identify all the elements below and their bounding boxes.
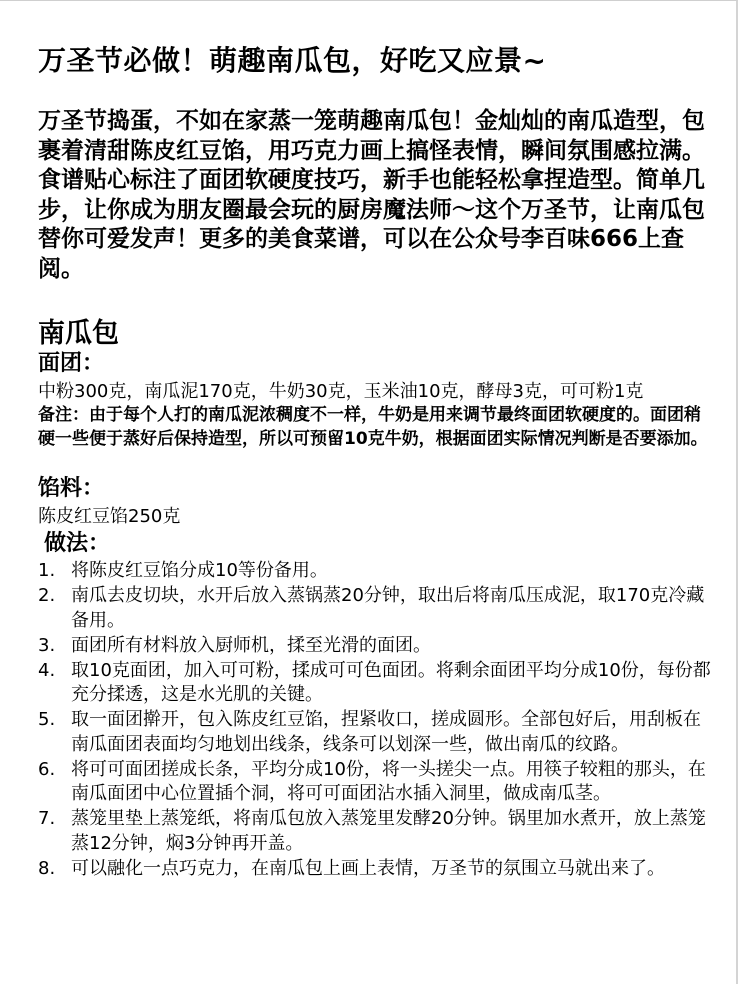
step-item bbox=[38, 857, 718, 882]
step-item bbox=[38, 584, 718, 633]
step-number: 1. bbox=[38, 560, 56, 581]
step-number: 4. bbox=[38, 659, 56, 681]
step-text: 面团所有材料放入厨师机，揉至光滑的面团。 bbox=[71, 634, 431, 656]
dough-ingredients: 中粉300克，南瓜泥170克，牛奶30克，玉米油10克，酵母3克，可可粉1克 bbox=[38, 381, 644, 402]
step-text: 取一面团擀开，包入陈皮红豆馅，捏紧收口，搓成圆形。全部包好后，用刮板在南瓜面团表面均匀地划出线条，线条可以划深一些，做出南瓜的纹路。 bbox=[71, 709, 701, 755]
step-number: 6. bbox=[38, 758, 56, 780]
method-heading: 做法： bbox=[44, 531, 111, 556]
filling-ingredients: 陈皮红豆馅250克 bbox=[38, 506, 181, 527]
step-number: 5. bbox=[38, 709, 56, 730]
dough-note: 备注：由于每个人打的南瓜泥浓稠度不一样，牛奶是用来调节最终面团软硬度的。面团稍硬一些便于蒸好后保持造型，所以可预留10克牛奶，根据面团实际情况判断是否要添加。 bbox=[38, 405, 708, 449]
dough-heading: 面团： bbox=[38, 351, 105, 376]
step-text: 可以融化一点巧克力，在南瓜包上画上表情，万圣节的氛围立马就出来了。 bbox=[71, 857, 665, 879]
method-steps bbox=[38, 559, 718, 882]
step-number: 3. bbox=[38, 634, 56, 656]
step-number: 7. bbox=[38, 808, 56, 829]
step-item bbox=[38, 708, 718, 757]
step-text: 将可可面团搓成长条，平均分成10份，将一头搓尖一点。用筷子较粗的那头，在南瓜面团中心位置插个洞，将可可面团沾水插入洞里，做成南瓜茎。 bbox=[71, 758, 706, 804]
article-title: 万圣节必做！萌趣南瓜包，好吃又应景~ bbox=[38, 44, 547, 77]
step-item bbox=[38, 634, 718, 659]
step-text: 将陈皮红豆馅分成10等份备用。 bbox=[71, 560, 328, 581]
step-item bbox=[38, 659, 718, 708]
step-text: 取10克面团，加入可可粉，揉成可可色面团。将剩余面团平均分成10份，每份都充分揉透，这是水光肌的关键。 bbox=[71, 659, 711, 705]
step-item bbox=[38, 559, 718, 584]
step-text: 蒸笼里垫上蒸笼纸，将南瓜包放入蒸笼里发酵20分钟。锅里加水煮开，放上蒸笼蒸12分钟，焖3分钟再开盖。 bbox=[71, 808, 706, 854]
article-intro: 万圣节捣蛋，不如在家蒸一笼萌趣南瓜包！金灿灿的南瓜造型，包裹着清甜陈皮红豆馅，用巧克力画上搞怪表情，瞬间氛围感拉满。食谱贴心标注了面团软硬度技巧，新手也能轻松拿捏造型。简单几步，让你成为朋友圈最会玩的厨房魔法师～这个万圣节，让南瓜包替你可爱发声！更多的美食菜谱，可以在公众号李百味666上查阅。 bbox=[38, 108, 705, 282]
recipe-title: 南瓜包 bbox=[38, 318, 119, 349]
step-text: 南瓜去皮切块，水开后放入蒸锅蒸20分钟，取出后将南瓜压成泥，取170克冷藏备用。 bbox=[71, 585, 705, 631]
step-item bbox=[38, 758, 718, 807]
step-number: 2. bbox=[38, 585, 56, 606]
step-item bbox=[38, 807, 718, 856]
step-number: 8. bbox=[38, 857, 56, 879]
filling-heading: 馅料： bbox=[38, 476, 105, 501]
